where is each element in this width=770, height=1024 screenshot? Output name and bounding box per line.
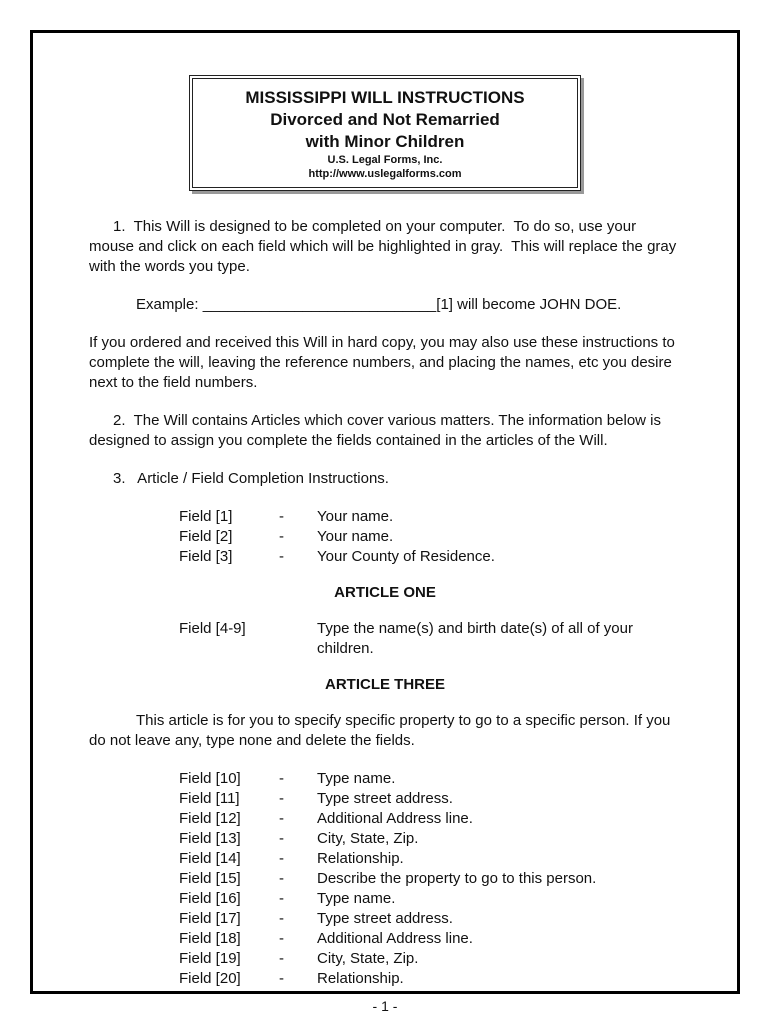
field-description: Type name.	[317, 890, 396, 907]
field-description: Type the name(s) and birth date(s) of all of your children.	[317, 620, 633, 657]
field-dash: -	[279, 790, 284, 807]
field-label: Field [19]	[179, 950, 241, 967]
field-row	[179, 909, 681, 929]
field-dash: -	[279, 870, 284, 887]
field-description: Describe the property to go to this person.	[317, 870, 597, 887]
field-label: Field [16]	[179, 890, 241, 907]
field-list-1	[179, 507, 681, 567]
field-dash: -	[279, 850, 284, 867]
field-dash: -	[279, 810, 284, 827]
page-number: - 1 -	[372, 998, 398, 1014]
field-label: Field [13]	[179, 830, 241, 847]
field-dash: -	[279, 548, 284, 565]
page-border-frame	[30, 30, 740, 1014]
field-row	[179, 949, 681, 969]
field-row	[179, 849, 681, 869]
field-row	[179, 769, 681, 789]
title-box	[189, 75, 581, 191]
field-dash: -	[279, 950, 284, 967]
field-dash: -	[279, 508, 284, 525]
field-dash: -	[279, 890, 284, 907]
field-dash: -	[279, 930, 284, 947]
document-title-line3: with Minor Children	[305, 132, 465, 151]
document-title-line1: MISSISSIPPI WILL INSTRUCTIONS	[245, 88, 525, 107]
instruction-paragraph-1: 1. This Will is designed to be completed on your computer. To do so, use your mouse and click on each field which will be highlighted in gray. This will replace the gray with the words you type.	[89, 218, 681, 275]
field-description: City, State, Zip.	[317, 950, 419, 967]
publisher-name: U.S. Legal Forms, Inc.	[327, 154, 443, 166]
field-dash	[279, 619, 317, 659]
field-row	[179, 829, 681, 849]
field-row	[179, 889, 681, 909]
field-row	[179, 527, 681, 547]
field-row	[179, 929, 681, 949]
field-dash: -	[279, 528, 284, 545]
field-description: Your name.	[317, 528, 394, 545]
field-label: Field [18]	[179, 930, 241, 947]
field-list-children	[179, 619, 681, 659]
publisher-url: http://www.uslegalforms.com	[308, 168, 462, 180]
article-three-heading: ARTICLE THREE	[325, 676, 445, 693]
field-label: Field [12]	[179, 810, 241, 827]
field-description: Type street address.	[317, 790, 453, 807]
field-description: Relationship.	[317, 970, 404, 987]
instruction-paragraph-3: 2. The Will contains Articles which cover various matters. The information below is designed to assign you complete the fields contained in the articles of the Will.	[89, 412, 666, 449]
field-list-2	[179, 769, 681, 989]
field-label: Field [17]	[179, 910, 241, 927]
field-label: Field [15]	[179, 870, 241, 887]
field-row	[179, 809, 681, 829]
instruction-paragraph-2: If you ordered and received this Will in hard copy, you may also use these instructions to complete the will, leaving the reference numbers, and placing the names, etc you desire next to the field numbers.	[89, 334, 680, 391]
field-label: Field [10]	[179, 770, 241, 787]
field-label: Field [2]	[179, 528, 233, 545]
article-one-heading: ARTICLE ONE	[334, 584, 436, 601]
field-label: Field [20]	[179, 970, 241, 987]
field-row	[179, 507, 681, 527]
field-dash: -	[279, 830, 284, 847]
instruction-paragraph-4: 3. Article / Field Completion Instructions.	[113, 470, 389, 487]
field-row	[179, 619, 681, 659]
field-row	[179, 969, 681, 989]
field-row	[179, 789, 681, 809]
field-row	[179, 547, 681, 567]
field-description: Relationship.	[317, 850, 404, 867]
field-label: Field [11]	[179, 790, 240, 807]
field-description: Additional Address line.	[317, 930, 473, 947]
field-description: Your County of Residence.	[317, 548, 495, 565]
field-description: City, State, Zip.	[317, 830, 419, 847]
field-description: Your name.	[317, 508, 394, 525]
example-line: Example: ____________________________[1] will become JOHN DOE.	[136, 296, 622, 313]
field-label: Field [3]	[179, 548, 233, 565]
field-description: Type street address.	[317, 910, 453, 927]
field-dash: -	[279, 770, 284, 787]
field-dash: -	[279, 910, 284, 927]
field-label: Field [1]	[179, 508, 233, 525]
field-description: Type name.	[317, 770, 396, 787]
article-three-intro: This article is for you to specify specific property to go to a specific person. If you do not leave any, type none and delete the fields.	[89, 712, 675, 749]
document-title-line2: Divorced and Not Remarried	[270, 110, 500, 129]
field-label: Field [14]	[179, 850, 241, 867]
field-description: Additional Address line.	[317, 810, 473, 827]
field-row	[179, 869, 681, 889]
field-dash: -	[279, 970, 284, 987]
field-label: Field [4-9]	[179, 620, 246, 637]
